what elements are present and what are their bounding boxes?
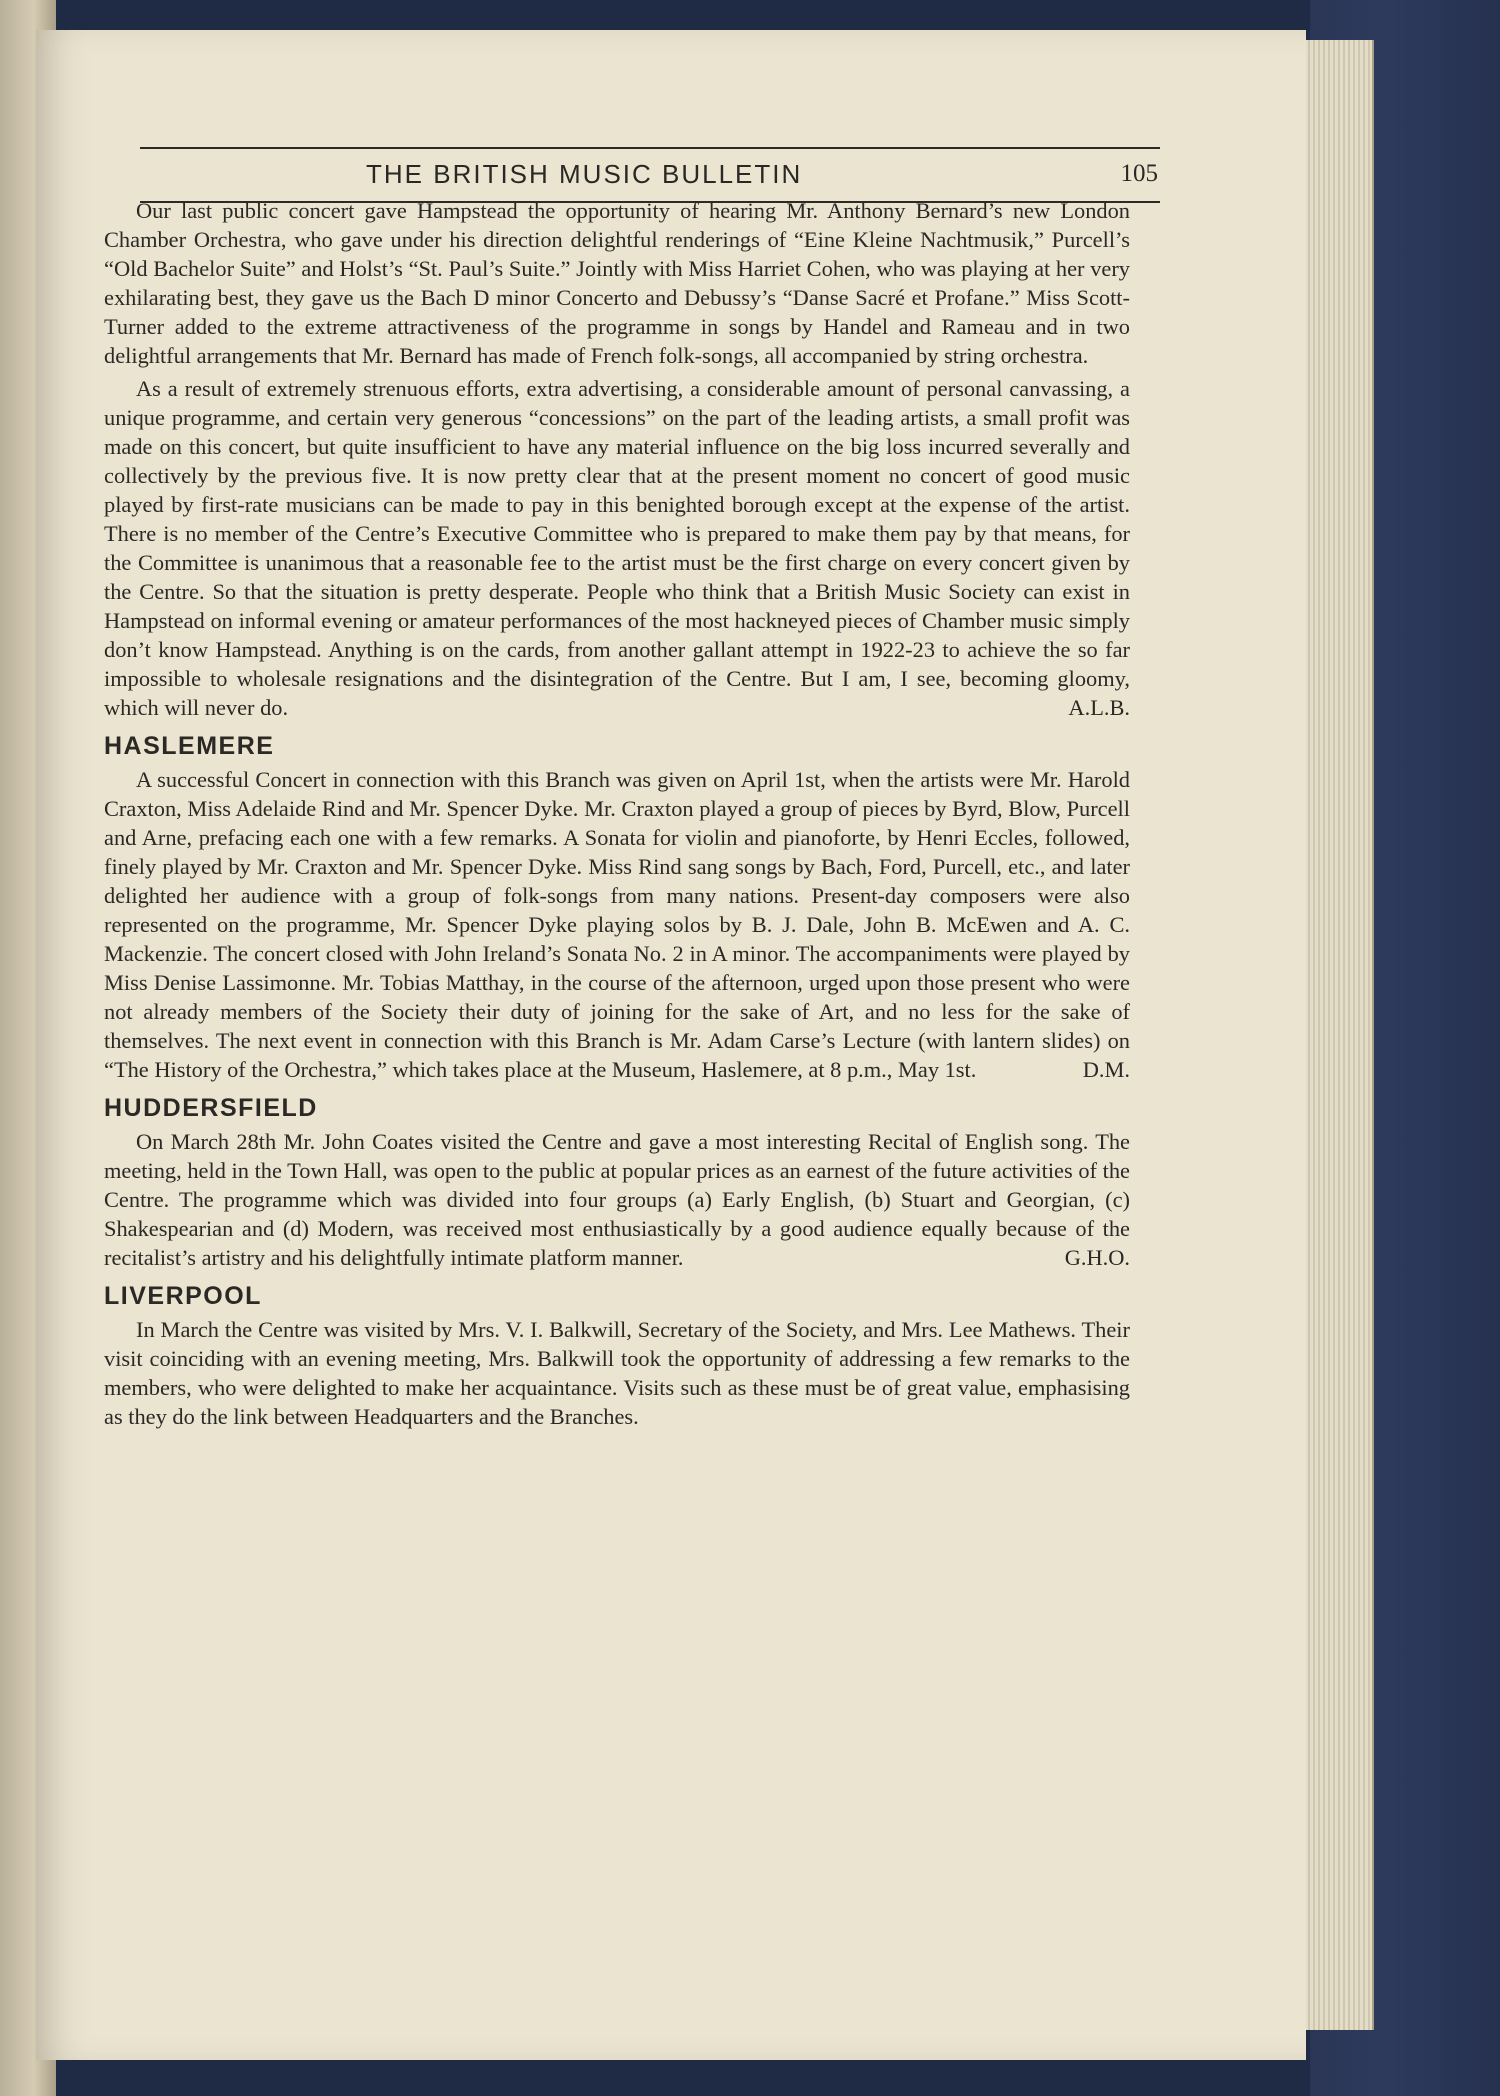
running-header — [140, 147, 1160, 203]
haslemere-paragraph — [104, 765, 1130, 1084]
running-head-title: THE BRITISH MUSIC BULLETIN — [366, 159, 803, 189]
intro-paragraph-2 — [104, 374, 1130, 722]
signature-gho: G.H.O. — [1064, 1245, 1130, 1270]
section-heading-haslemere: HASLEMERE — [104, 732, 275, 760]
signature-alb: A.L.B. — [1068, 695, 1130, 720]
liverpool-paragraph: In March the Centre was visited by Mrs. V. I. Balkwill, Secretary of the Society, and Mrs. Lee Mathews. Their visit coinciding with an evening meeting, Mrs. Balkwill took the opportunity of addressing a few remarks to the members, who were delighted to make her acquaintance. Visits such as these must be of great value, emphasising as they do the link between Headquarters and the Branches. — [104, 1317, 1130, 1429]
section-heading-huddersfield: HUDDERSFIELD — [104, 1094, 318, 1122]
intro-paragraph-2-text: As a result of extremely strenuous efforts, extra advertising, a considerable amount of personal canvassing, a unique programme, and certain very generous “concessions” on the part of the leading artists, a small profit was made on this concert, but quite insufficient to have any material influence on the big loss incurred severally and collectively by the previous five. It is now pretty clear that at the present moment no concert of good music played by first-rate musicians can be made to pay in this benighted borough except at the expense of the artist. There is no member of the Centre’s Executive Committee who is prepared to make them pay by that means, for the Committee is unanimous that a reasonable fee to the artist must be the first charge on every concert given by the Centre. So that the situation is pretty desperate. People who think that a British Music Society can exist in Hampstead on informal evening or amateur performances of the most hackneyed pieces of Chamber music simply don’t know Hampstead. Anything is on the cards, from another gallant attempt in 1922-23 to achieve the so far impossible to wholesale resignations and the disintegration of the Centre. But I am, I see, becoming gloomy, which will never do. — [104, 376, 1130, 720]
huddersfield-text: On March 28th Mr. John Coates visited the Centre and gave a most interesting Recital of English song. The meeting, held in the Town Hall, was open to the public at popular prices as an earnest of the future activities of the Centre. The programme which was divided into four groups (a) Early English, (b) Stuart and Georgian, (c) Shakespearian and (d) Modern, was received most enthusiastically by a good audience equally because of the recitalist’s artistry and his delightfully intimate platform manner. — [104, 1129, 1130, 1270]
intro-paragraph-1: Our last public concert gave Hampstead the opportunity of hearing Mr. Anthony Bernard’s new London Chamber Orchestra, who gave under his direction delightful renderings of “Eine Kleine Nachtmusik,” Purcell’s “Old Bachelor Suite” and Holst’s “St. Paul’s Suite.” Jointly with Miss Harriet Cohen, who was playing at her very exhilarating best, they gave us the Bach D minor Concerto and Debussy’s “Danse Sacré et Profane.” Miss Scott-Turner added to the extreme attractiveness of the programme in songs by Handel and Rameau and in two delightful arrangements that Mr. Bernard has made of French folk-songs, all accompanied by string orchestra. — [104, 198, 1130, 368]
page-number: 105 — [1120, 160, 1158, 187]
signature-dm: D.M. — [1082, 1057, 1130, 1082]
haslemere-text: A successful Concert in connection with this Branch was given on April 1st, when the artists were Mr. Harold Craxton, Miss Adelaide Rind and Mr. Spencer Dyke. Mr. Craxton played a group of pieces by Byrd, Blow, Purcell and Arne, prefacing each one with a few remarks. A Sonata for violin and pianoforte, by Henri Eccles, followed, finely played by Mr. Craxton and Mr. Spencer Dyke. Miss Rind sang songs by Bach, Ford, Purcell, etc., and later delighted her audience with a group of folk-songs from many nations. Present-day composers were also represented on the programme, Mr. Spencer Dyke playing solos by B. J. Dale, John B. McEwen and A. C. Mackenzie. The concert closed with John Ireland’s Sonata No. 2 in A minor. The accompaniments were played by Miss Denise Lassimonne. Mr. Tobias Matthay, in the course of the afternoon, urged upon those present who were not already members of the Society their duty of joining for the sake of Art, and no less for the sake of themselves. The next event in connection with this Branch is Mr. Adam Carse’s Lecture (with lantern slides) on “The History of the Orchestra,” which takes place at the Museum, Haslemere, at 8 p.m., May 1st. — [104, 767, 1130, 1082]
huddersfield-paragraph — [104, 1127, 1130, 1272]
article-body — [104, 196, 1130, 1435]
section-heading-liverpool: LIVERPOOL — [104, 1282, 262, 1310]
page-block-edges — [1300, 40, 1374, 2030]
